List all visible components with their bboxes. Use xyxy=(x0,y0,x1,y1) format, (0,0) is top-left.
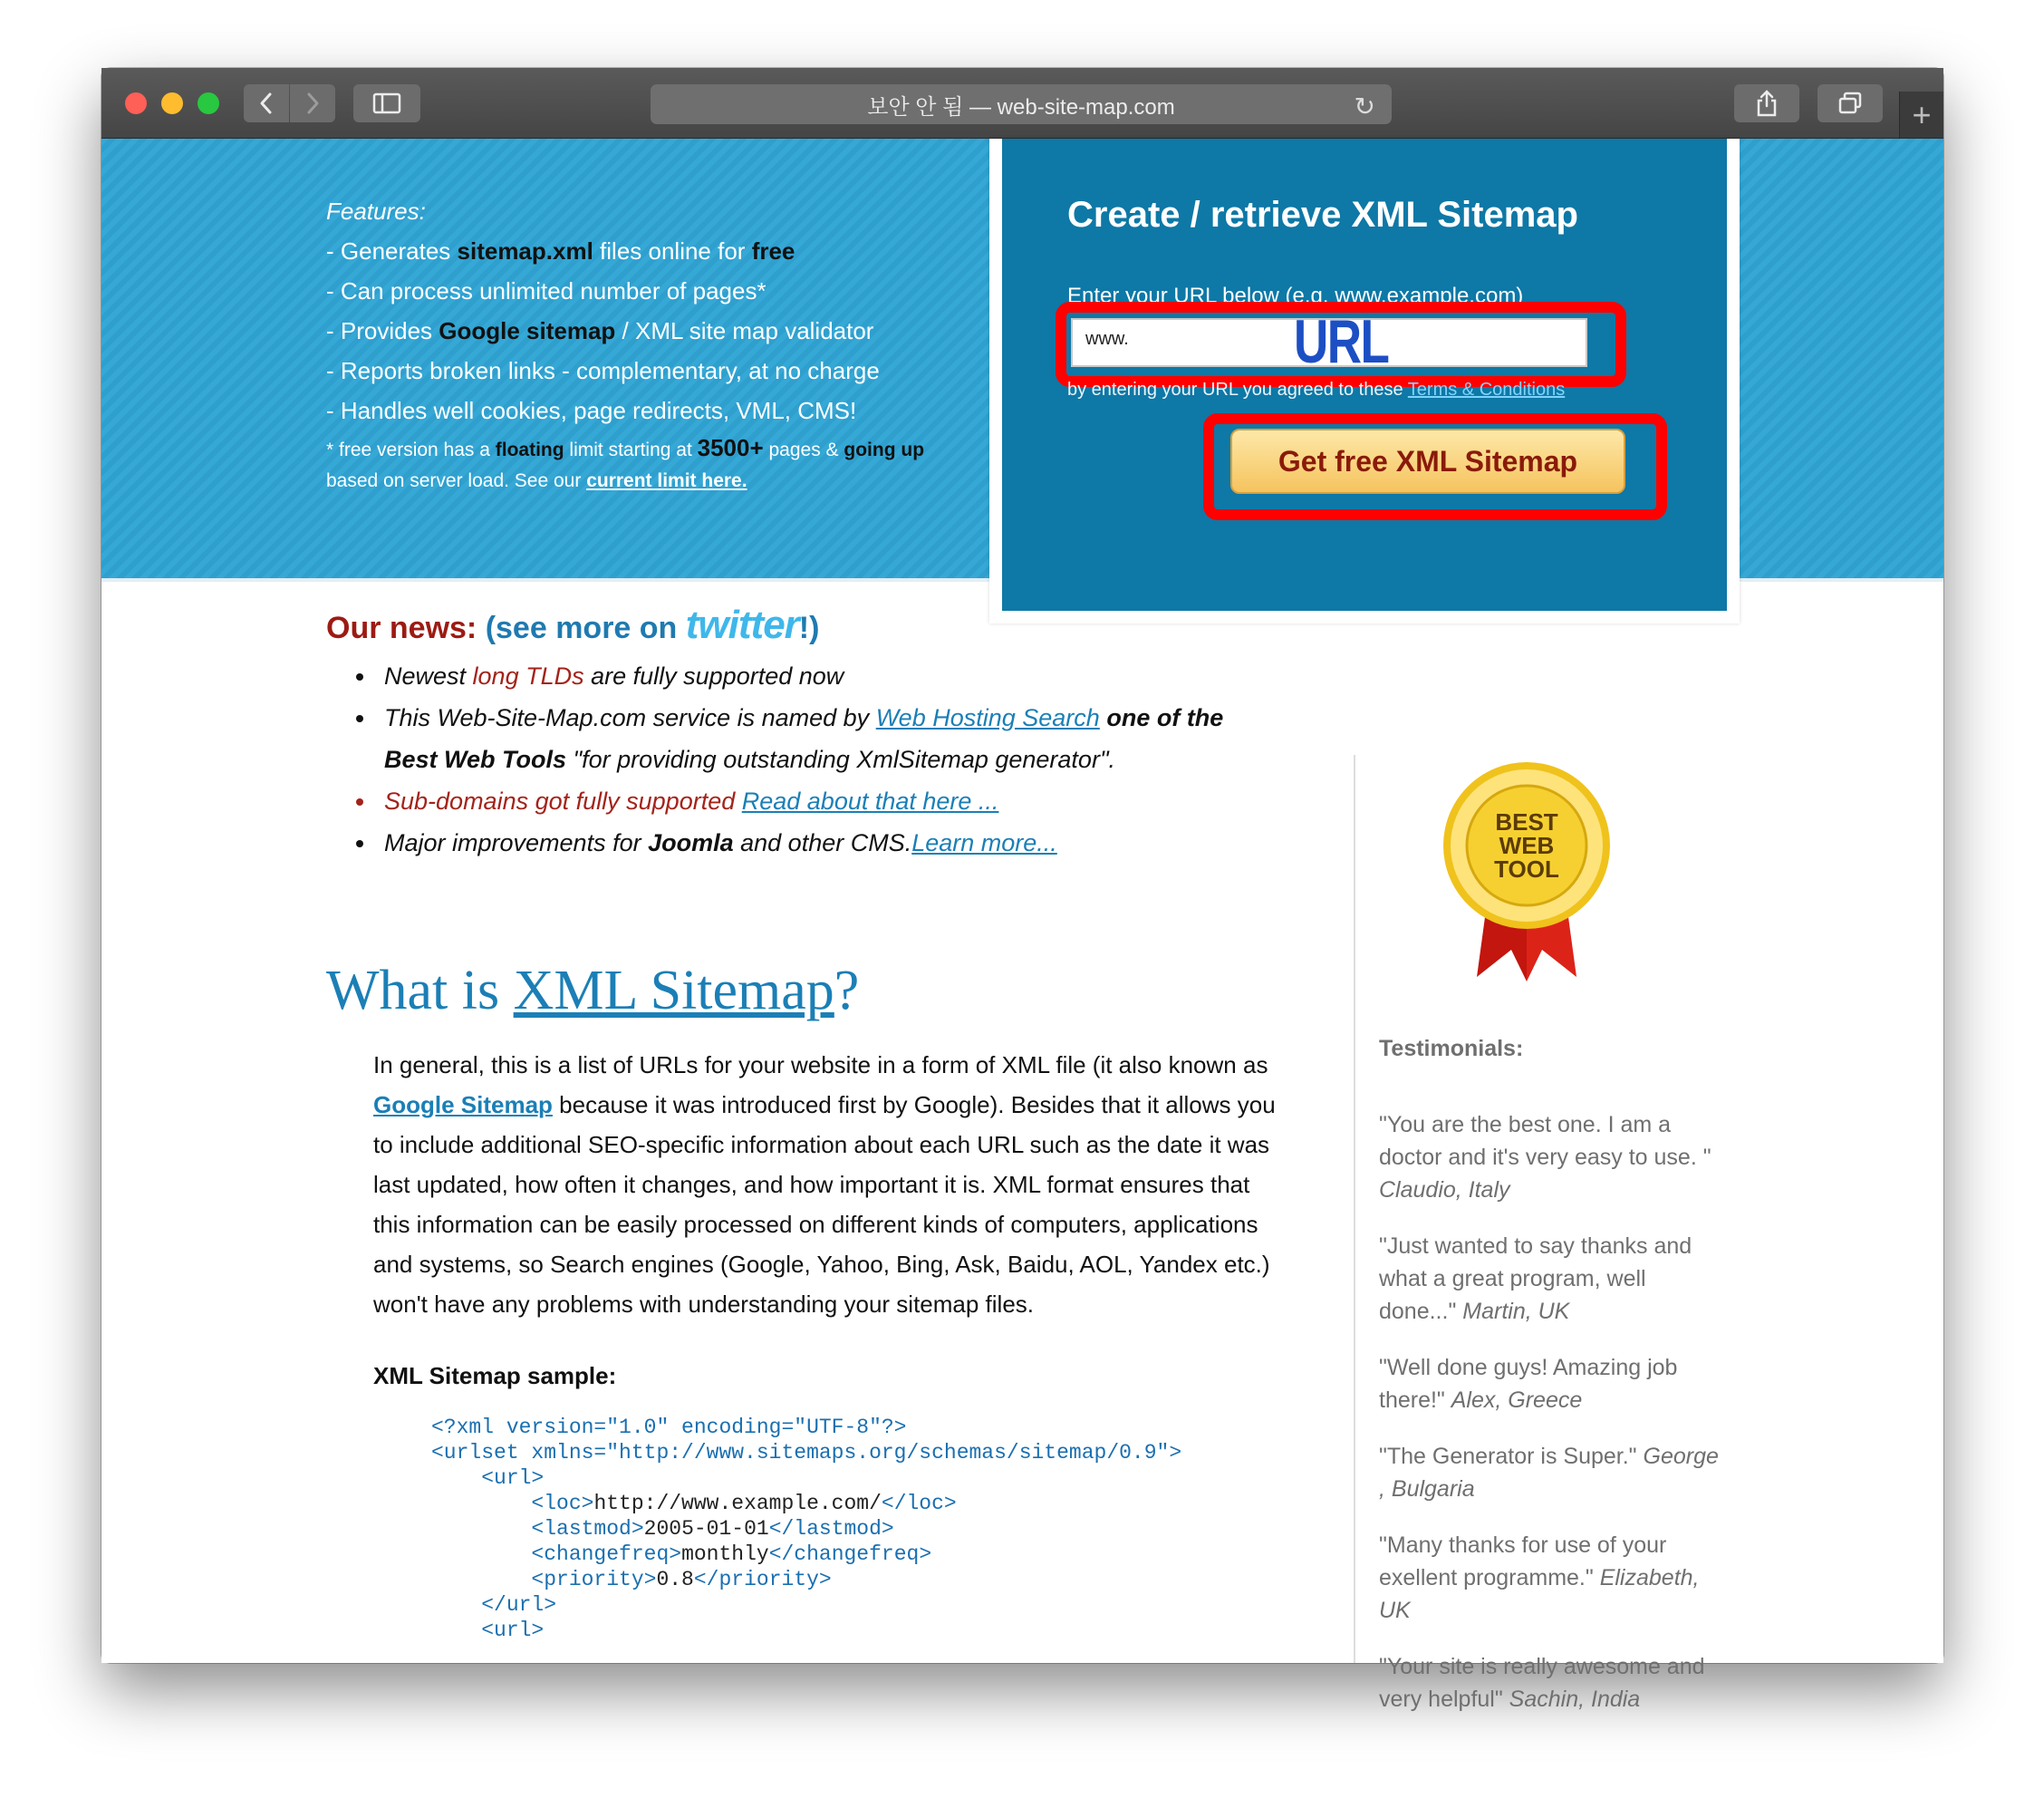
new-tab-button[interactable]: + xyxy=(1899,92,1943,138)
current-limit-link[interactable]: current limit here. xyxy=(586,470,747,491)
subdomains-read-more-link[interactable]: Read about that here ... xyxy=(741,788,999,815)
what-is-heading: What is XML Sitemap? xyxy=(326,960,860,1021)
share-icon xyxy=(1755,90,1779,117)
news-item: • Newest long TLDs are fully supported now xyxy=(377,655,1278,697)
sidebar-icon xyxy=(372,92,401,114)
feature-item: - Can process unlimited number of pages* xyxy=(326,277,766,304)
browser-toolbar xyxy=(101,68,1943,139)
news-list xyxy=(371,655,1278,864)
features-note: * free version has a floating limit starting at 3500+ pages & going up based on server load. See our current limit here. xyxy=(326,434,925,491)
sitemap-code-sample: <?xml version="1.0" encoding="UTF-8"?> <urlset xmlns="http://www.sitemaps.org/schemas/sitemap/0.9"> <url> <loc>http://www.example.com/</loc> <lastmod>2005-01-01</lastmod> <changefreq>monthly</changefreq> <priority>0.8</priority> </url> <url> xyxy=(431,1416,1182,1642)
feature-item: - Handles well cookies, page redirects, VML, CMS! xyxy=(326,397,857,424)
what-is-paragraph: In general, this is a list of URLs for your website in a form of XML file (it also known as Google Sitemap because it was introduced first by Google). Besides that it allows you to include additional SEO-specific information about each URL such as the date it was last updated, how often it changes, and how important it is. XML format ensures that this information can be easily processed on different kinds of computers, applications and systems, so Search engines (Google, Yahoo, Bing, Ask, Baidu, AOL, Yandex etc.) won't have any problems with understanding your sitemap files. xyxy=(373,1051,1276,1318)
testimonials-title: Testimonials: xyxy=(1379,1036,1524,1061)
feature-item: - Provides Google sitemap / XML site map validator xyxy=(326,317,874,344)
google-sitemap-link[interactable]: Google Sitemap xyxy=(373,1091,553,1118)
web-hosting-search-link[interactable]: Web Hosting Search xyxy=(875,704,1100,731)
sample-heading: XML Sitemap sample: xyxy=(373,1362,617,1389)
news-item: • Major improvements for Joomla and other CMS.Learn more... xyxy=(377,822,1278,864)
tabs-overview-icon xyxy=(1837,92,1863,115)
column-divider xyxy=(1354,755,1355,1663)
testimonial: "Your site is really awesome and very helpful" Sachin, India xyxy=(1379,1654,1705,1712)
feature-item: - Reports broken links - complementary, at no charge xyxy=(326,357,880,384)
address-bar[interactable] xyxy=(651,84,1392,124)
address-text: 보안 안 됨 — web-site-map.com xyxy=(867,94,1175,120)
sidebar-toggle-button[interactable] xyxy=(353,84,420,122)
feature-item: - Generates sitemap.xml files online for free xyxy=(326,237,795,265)
form-title: Create / retrieve XML Sitemap xyxy=(1067,195,1578,235)
web-page xyxy=(101,139,1943,1712)
url-annotation-label: URL xyxy=(1294,307,1389,376)
chevron-left-icon xyxy=(257,92,275,115)
form-hint: Enter your URL below (e.g. www.example.com) xyxy=(1067,284,1524,308)
svg-text:BEST: BEST xyxy=(1495,808,1558,836)
news-item: • This Web-Site-Map.com service is named by Web Hosting Search one of the Best Web Tools "for providing outstanding XmlSitemap generator". xyxy=(377,697,1278,780)
testimonial: "Many thanks for use of your exellent programme." Elizabeth, UK xyxy=(1379,1532,1700,1623)
url-input[interactable]: www. xyxy=(1071,318,1587,367)
testimonial: "The Generator is Super." George , Bulgaria xyxy=(1379,1444,1719,1502)
get-sitemap-button[interactable]: Get free XML Sitemap xyxy=(1230,429,1625,494)
browser-window xyxy=(101,68,1943,1712)
share-button[interactable] xyxy=(1734,84,1799,122)
reload-icon[interactable]: ↻ xyxy=(1354,92,1375,121)
back-button[interactable] xyxy=(244,84,289,122)
show-tabs-button[interactable] xyxy=(1817,84,1883,122)
sitemap-form-panel xyxy=(989,139,1740,624)
testimonial: "Well done guys! Amazing job there!" Alex, Greece xyxy=(1379,1355,1678,1413)
news-item: • Sub-domains got fully supported Read about that here ... xyxy=(377,780,1278,822)
features-block xyxy=(326,191,960,497)
maximize-window-button[interactable] xyxy=(198,92,219,114)
svg-text:WEB: WEB xyxy=(1499,832,1555,859)
features-title: Features: xyxy=(326,198,426,225)
button-highlight-box xyxy=(1203,413,1667,520)
sitemap-form xyxy=(1002,139,1727,611)
url-highlight-box xyxy=(1056,302,1626,387)
terms-link[interactable]: Terms & Conditions xyxy=(1407,380,1566,400)
minimize-window-button[interactable] xyxy=(161,92,183,114)
xml-sitemap-link[interactable]: XML Sitemap xyxy=(513,960,834,1021)
best-web-tool-badge xyxy=(1441,759,1613,986)
joomla-learn-more-link[interactable]: Learn more... xyxy=(911,829,1057,856)
chevron-right-icon xyxy=(304,92,322,115)
testimonial: "You are the best one. I am a doctor and it's very easy to use. " Claudio, Italy xyxy=(1379,1112,1711,1203)
terms-notice: by entering your URL you agreed to these Terms & Conditions xyxy=(1067,380,1566,400)
news-heading: Our news: (see more on twitter!) xyxy=(326,603,820,647)
forward-button[interactable] xyxy=(290,84,335,122)
svg-text:TOOL: TOOL xyxy=(1494,856,1559,883)
twitter-logo[interactable]: twitter xyxy=(685,603,799,647)
testimonial: "Just wanted to say thanks and what a great program, well done..." Martin, UK xyxy=(1379,1233,1692,1324)
close-window-button[interactable] xyxy=(125,92,147,114)
